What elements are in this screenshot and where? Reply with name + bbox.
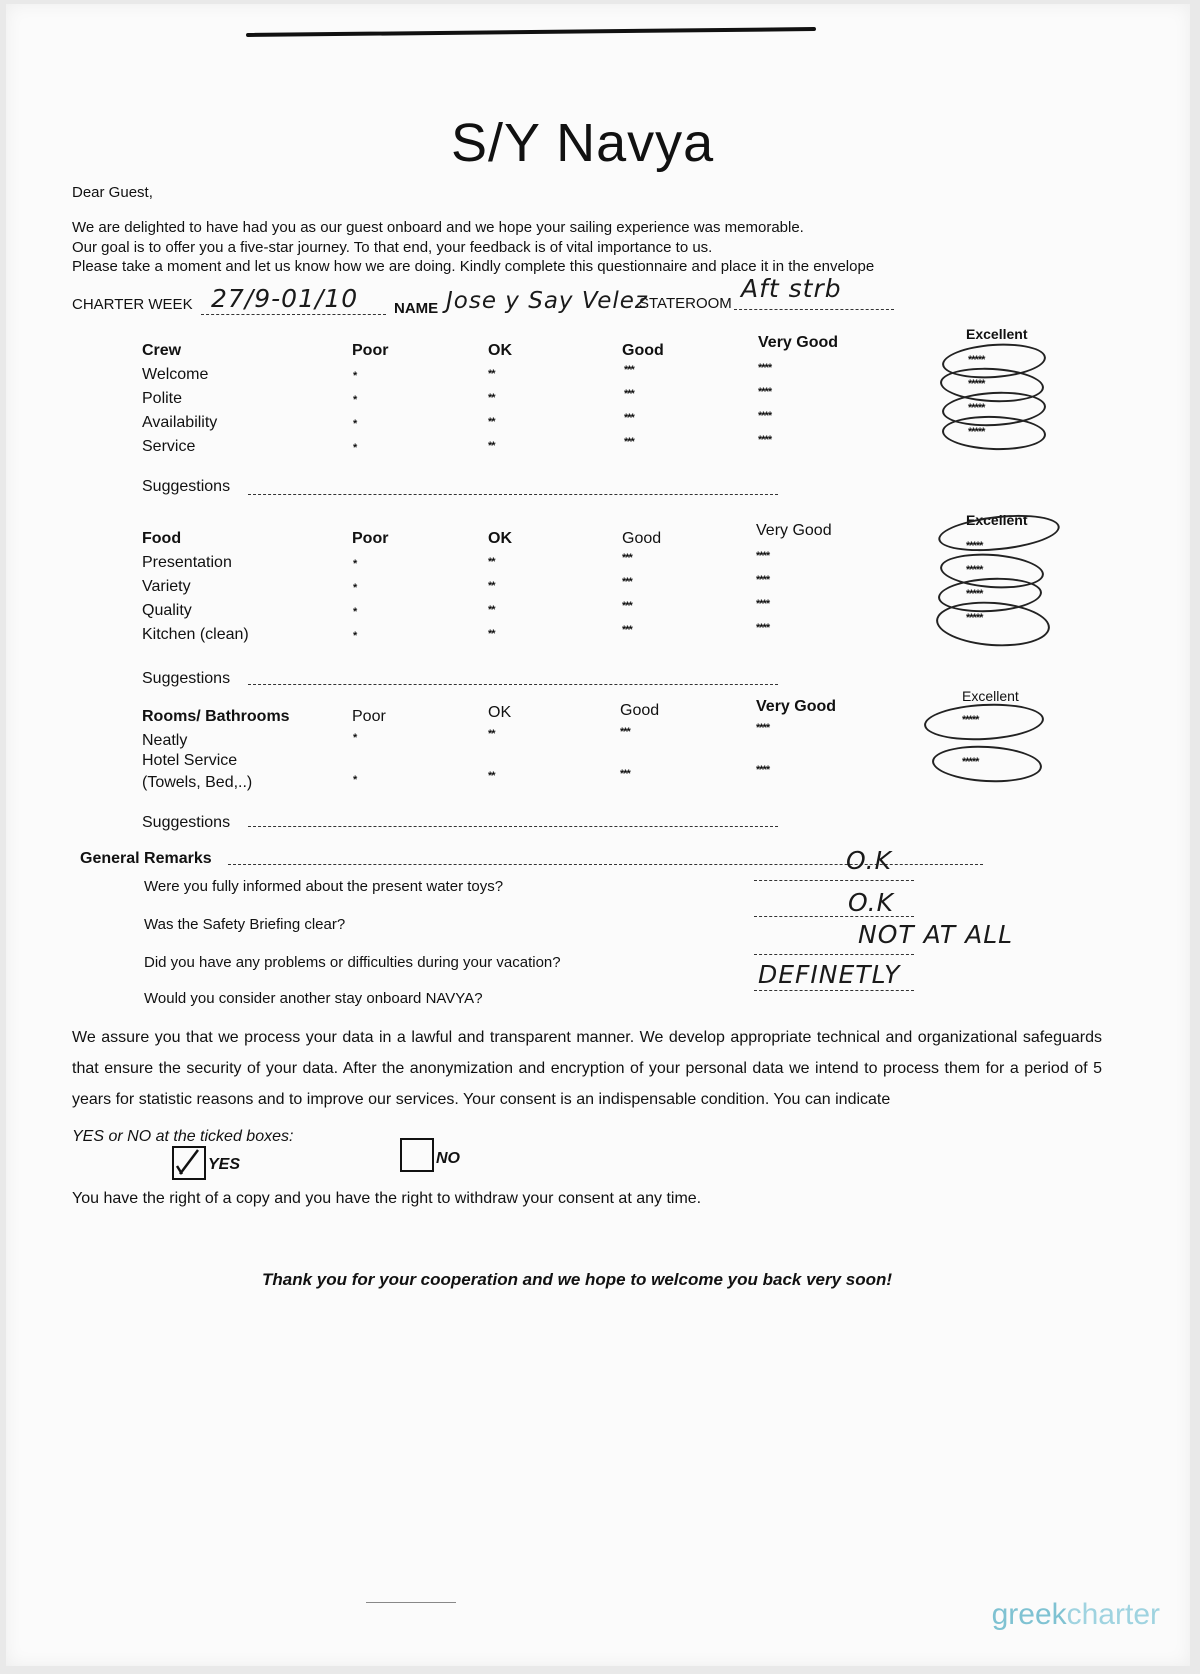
suggestions-line[interactable] <box>248 494 778 495</box>
ok-option[interactable]: ** <box>488 580 495 592</box>
suggestions-line[interactable] <box>248 826 778 827</box>
excellent-option[interactable]: ***** <box>966 588 983 600</box>
header-good: Good <box>620 702 660 719</box>
poor-option[interactable]: * <box>353 442 357 454</box>
header-very-good: Very Good <box>756 698 837 715</box>
very-good-option[interactable]: **** <box>758 410 772 422</box>
ok-option[interactable]: ** <box>488 728 495 740</box>
very-good-option[interactable]: **** <box>756 622 770 634</box>
answer-3[interactable]: NOT AT ALL <box>858 920 1014 949</box>
suggestions-label: Suggestions <box>142 478 231 495</box>
section-title: Crew <box>142 342 182 359</box>
excellent-option[interactable]: ***** <box>962 714 979 726</box>
good-option[interactable]: *** <box>622 552 632 564</box>
excellent-option[interactable]: ***** <box>966 564 983 576</box>
intro-line-2: Our goal is to offer you a five-star journey. To that end, your feedback is of vital importance to us. <box>72 239 713 256</box>
section-title: Rooms/ Bathrooms <box>142 708 290 725</box>
answer-2[interactable]: O.K <box>848 888 895 917</box>
watermark-part-2: charter <box>1066 1598 1160 1631</box>
greeting: Dear Guest, <box>72 184 153 201</box>
answer-line <box>754 880 914 881</box>
very-good-option[interactable]: **** <box>756 722 770 734</box>
charter-week-label: CHARTER WEEK <box>72 296 193 313</box>
selection-circle <box>935 598 1052 650</box>
row-label: Polite <box>142 390 183 407</box>
good-option[interactable]: *** <box>622 576 632 588</box>
poor-option[interactable]: * <box>353 732 357 744</box>
no-checkbox[interactable] <box>400 1138 434 1172</box>
header-ok: OK <box>488 530 512 547</box>
header-ok: OK <box>488 704 512 721</box>
answer-line <box>754 954 914 955</box>
suggestions-line[interactable] <box>248 684 778 685</box>
row-label: Hotel Service <box>142 752 238 769</box>
header-poor: Poor <box>352 530 389 547</box>
ok-option[interactable]: ** <box>488 440 495 452</box>
good-option[interactable]: *** <box>622 624 632 636</box>
suggestions-label: Suggestions <box>142 670 231 687</box>
good-option[interactable]: *** <box>624 388 634 400</box>
stateroom-value[interactable]: Aft strb <box>741 274 842 303</box>
header-very-good: Very Good <box>756 522 832 539</box>
row-label: Variety <box>142 578 191 595</box>
ok-option[interactable]: ** <box>488 416 495 428</box>
poor-option[interactable]: * <box>353 394 357 406</box>
question-4: Would you consider another stay onboard NAVYA? <box>144 990 483 1007</box>
charter-week-value[interactable]: 27/9-01/10 <box>211 284 359 313</box>
question-3: Did you have any problems or difficulties during your vacation? <box>144 954 561 971</box>
very-good-option[interactable]: **** <box>758 434 772 446</box>
answer-line <box>754 990 914 991</box>
good-option[interactable]: *** <box>620 768 630 780</box>
header-excellent: Excellent <box>962 688 1019 704</box>
row-label: Quality <box>142 602 192 619</box>
ok-option[interactable]: ** <box>488 604 495 616</box>
good-option[interactable]: *** <box>624 436 634 448</box>
name-label: NAME <box>394 300 439 317</box>
ok-option[interactable]: ** <box>488 392 495 404</box>
poor-option[interactable]: * <box>353 606 357 618</box>
poor-option[interactable]: * <box>353 418 357 430</box>
yes-label: YES <box>208 1156 241 1173</box>
question-2: Was the Safety Briefing clear? <box>144 916 346 933</box>
intro-line-3: Please take a moment and let us know how we are doing. Kindly complete this questionnaire and place it in the envelope <box>72 258 875 275</box>
selection-circle <box>937 510 1062 557</box>
excellent-option[interactable]: ***** <box>968 402 985 414</box>
section-title: Food <box>142 530 182 547</box>
good-option[interactable]: *** <box>624 412 634 424</box>
row-label: Welcome <box>142 366 209 383</box>
good-option[interactable]: *** <box>624 364 634 376</box>
header-poor: Poor <box>352 342 389 359</box>
selection-circle <box>931 743 1043 785</box>
very-good-option[interactable]: **** <box>756 764 770 776</box>
rights-text: You have the right of a copy and you have the right to withdraw your consent at any time. <box>72 1190 702 1207</box>
row-label: Kitchen (clean) <box>142 626 249 643</box>
row-label: (Towels, Bed,..) <box>142 774 253 791</box>
answer-4[interactable]: DEFINETLY <box>758 960 901 989</box>
excellent-option[interactable]: ***** <box>962 756 979 768</box>
thank-you-text: Thank you for your cooperation and we hope to welcome you back very soon! <box>262 1270 893 1289</box>
poor-option[interactable]: * <box>353 774 357 786</box>
name-value[interactable]: Jose y Say Velez <box>446 288 648 314</box>
watermark-logo <box>992 1598 1160 1632</box>
answer-1[interactable]: O.K <box>846 846 893 875</box>
row-label: Presentation <box>142 554 232 571</box>
poor-option[interactable]: * <box>353 630 357 642</box>
ok-option[interactable]: ** <box>488 556 495 568</box>
excellent-option[interactable]: ***** <box>966 540 983 552</box>
header-good: Good <box>622 342 664 359</box>
good-option[interactable]: *** <box>622 600 632 612</box>
poor-option[interactable]: * <box>353 370 357 382</box>
feedback-form-page <box>6 4 1190 1666</box>
general-remarks-label: General Remarks <box>80 850 212 867</box>
stateroom-line <box>734 309 894 310</box>
row-label: Service <box>142 438 196 455</box>
excellent-option[interactable]: ***** <box>968 426 985 438</box>
excellent-option[interactable]: ***** <box>966 612 983 624</box>
very-good-option[interactable]: **** <box>756 574 770 586</box>
question-1: Were you fully informed about the present water toys? <box>144 878 504 895</box>
page-mark <box>366 1602 456 1603</box>
excellent-option[interactable]: ***** <box>968 378 985 390</box>
ok-option[interactable]: ** <box>488 628 495 640</box>
good-option[interactable]: *** <box>620 726 630 738</box>
selection-circle <box>941 414 1046 452</box>
stateroom-label: STATEROOM <box>639 295 732 312</box>
header-good: Good <box>622 530 662 547</box>
indicate-text: YES or NO at the ticked boxes: <box>72 1128 294 1145</box>
very-good-option[interactable]: **** <box>758 362 772 374</box>
suggestions-label: Suggestions <box>142 814 231 831</box>
header-ok: OK <box>488 342 512 359</box>
header-very-good: Very Good <box>758 334 839 351</box>
very-good-option[interactable]: **** <box>756 550 770 562</box>
scan-edge-bar <box>246 27 816 37</box>
watermark-part-1: greek <box>991 1598 1067 1631</box>
intro-line-1: We are delighted to have had you as our guest onboard and we hope your sailing experience was memorable. <box>72 219 804 236</box>
data-consent-text: We assure you that we process your data in a lawful and transparent manner. We develop appropriate technical and organizational safeguards that ensure the security of your data. After the anonymization and encryption of your personal data we intend to process them for a period of 5 years for statistic reasons and to improve our services. Your consent is an indispensable condition. You can indicate <box>72 1029 1102 1108</box>
page-title: S/Y Navya <box>451 113 715 173</box>
selection-circle <box>923 701 1045 743</box>
excellent-option[interactable]: ***** <box>968 354 985 366</box>
yes-checkbox[interactable] <box>172 1146 206 1180</box>
header-poor: Poor <box>352 708 386 725</box>
header-excellent: Excellent <box>966 512 1028 528</box>
ok-option[interactable]: ** <box>488 368 495 380</box>
row-label: Neatly <box>142 732 188 749</box>
very-good-option[interactable]: **** <box>756 598 770 610</box>
no-label: NO <box>436 1150 460 1167</box>
row-label: Availability <box>142 414 218 431</box>
very-good-option[interactable]: **** <box>758 386 772 398</box>
charter-week-line <box>201 314 386 315</box>
header-excellent: Excellent <box>966 326 1028 342</box>
ok-option[interactable]: ** <box>488 770 495 782</box>
poor-option[interactable]: * <box>353 582 357 594</box>
check-mark-icon <box>174 1148 204 1178</box>
poor-option[interactable]: * <box>353 558 357 570</box>
